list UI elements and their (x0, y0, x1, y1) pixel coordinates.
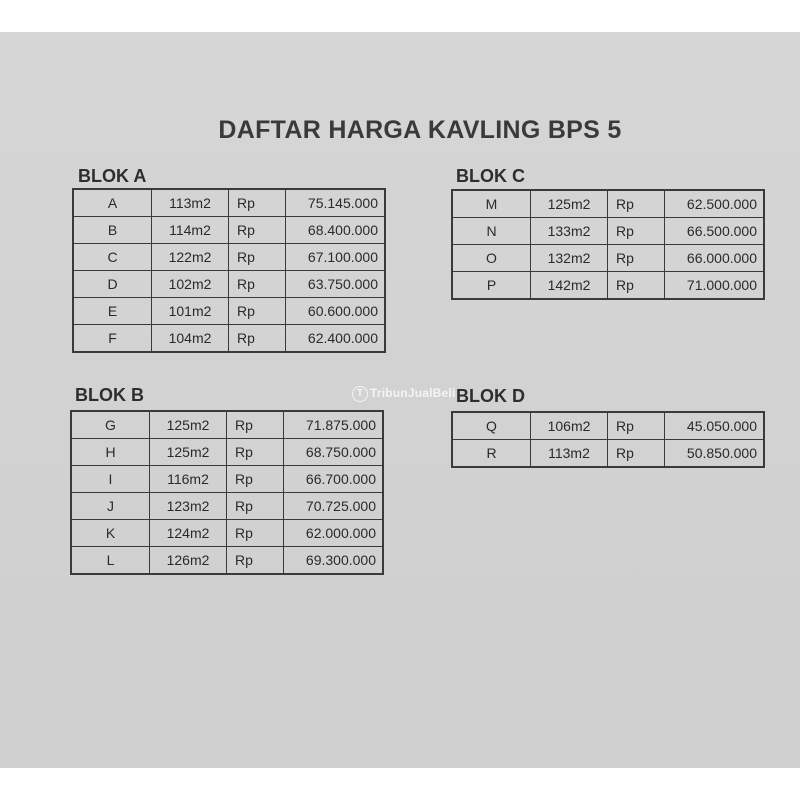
kavling-cell: C (73, 244, 152, 271)
table-row (71, 466, 383, 493)
table-row (452, 412, 764, 440)
watermark-logo-icon: T (352, 386, 368, 402)
harga-cell: 68.400.000 (286, 217, 386, 244)
luas-cell: 132m2 (531, 245, 608, 272)
currency-cell: Rp (229, 244, 286, 271)
luas-cell: 123m2 (150, 493, 227, 520)
harga-cell: 71.000.000 (665, 272, 765, 300)
currency-cell: Rp (227, 466, 284, 493)
kavling-cell: P (452, 272, 531, 300)
table-row (452, 245, 764, 272)
blok-b-label: BLOK B (75, 385, 144, 405)
currency-cell: Rp (227, 411, 284, 439)
blok-a-label: BLOK A (78, 166, 147, 186)
harga-cell: 60.600.000 (286, 298, 386, 325)
kavling-cell: A (73, 189, 152, 217)
currency-cell: Rp (227, 493, 284, 520)
luas-cell: 124m2 (150, 520, 227, 547)
harga-cell: 69.300.000 (284, 547, 384, 575)
luas-cell: 113m2 (152, 189, 229, 217)
harga-cell: 66.700.000 (284, 466, 384, 493)
watermark-text: TribunJualBeli (370, 386, 456, 401)
luas-cell: 104m2 (152, 325, 229, 353)
table-row (71, 493, 383, 520)
table-row (452, 272, 764, 300)
currency-cell: Rp (608, 272, 665, 300)
currency-cell: Rp (229, 298, 286, 325)
watermark (352, 386, 455, 402)
table-row (73, 217, 385, 244)
currency-cell: Rp (608, 218, 665, 245)
harga-cell: 66.000.000 (665, 245, 765, 272)
harga-cell: 68.750.000 (284, 439, 384, 466)
table-row (71, 411, 383, 439)
harga-cell: 70.725.000 (284, 493, 384, 520)
harga-cell: 75.145.000 (286, 189, 386, 217)
currency-cell: Rp (608, 412, 665, 440)
harga-cell: 45.050.000 (665, 412, 765, 440)
harga-cell: 62.400.000 (286, 325, 386, 353)
kavling-cell: R (452, 440, 531, 468)
harga-cell: 67.100.000 (286, 244, 386, 271)
kavling-cell: N (452, 218, 531, 245)
table-row (71, 520, 383, 547)
currency-cell: Rp (229, 189, 286, 217)
blok-b-table (70, 410, 384, 575)
currency-cell: Rp (227, 547, 284, 575)
luas-cell: 126m2 (150, 547, 227, 575)
table-row (73, 244, 385, 271)
kavling-cell: M (452, 190, 531, 218)
blok-c-table (451, 189, 765, 300)
table-row (73, 189, 385, 217)
kavling-cell: D (73, 271, 152, 298)
kavling-cell: O (452, 245, 531, 272)
currency-cell: Rp (227, 520, 284, 547)
kavling-cell: I (71, 466, 150, 493)
table-row (73, 271, 385, 298)
currency-cell: Rp (227, 439, 284, 466)
luas-cell: 142m2 (531, 272, 608, 300)
currency-cell: Rp (229, 217, 286, 244)
harga-cell: 63.750.000 (286, 271, 386, 298)
harga-cell: 71.875.000 (284, 411, 384, 439)
blok-a-table (72, 188, 386, 353)
luas-cell: 101m2 (152, 298, 229, 325)
kavling-cell: F (73, 325, 152, 353)
document-title: DAFTAR HARGA KAVLING BPS 5 (218, 116, 622, 144)
luas-cell: 106m2 (531, 412, 608, 440)
luas-cell: 113m2 (531, 440, 608, 468)
table-row (71, 439, 383, 466)
currency-cell: Rp (608, 190, 665, 218)
luas-cell: 116m2 (150, 466, 227, 493)
table-row (452, 440, 764, 468)
currency-cell: Rp (608, 245, 665, 272)
currency-cell: Rp (608, 440, 665, 468)
table-row (452, 190, 764, 218)
luas-cell: 125m2 (150, 411, 227, 439)
luas-cell: 125m2 (531, 190, 608, 218)
luas-cell: 122m2 (152, 244, 229, 271)
luas-cell: 114m2 (152, 217, 229, 244)
harga-cell: 62.500.000 (665, 190, 765, 218)
kavling-cell: H (71, 439, 150, 466)
kavling-cell: Q (452, 412, 531, 440)
harga-cell: 62.000.000 (284, 520, 384, 547)
kavling-cell: E (73, 298, 152, 325)
table-row (71, 547, 383, 575)
kavling-cell: G (71, 411, 150, 439)
currency-cell: Rp (229, 271, 286, 298)
kavling-cell: B (73, 217, 152, 244)
harga-cell: 66.500.000 (665, 218, 765, 245)
table-row (73, 325, 385, 353)
kavling-cell: L (71, 547, 150, 575)
table-row (73, 298, 385, 325)
currency-cell: Rp (229, 325, 286, 353)
kavling-cell: K (71, 520, 150, 547)
harga-cell: 50.850.000 (665, 440, 765, 468)
blok-d-table (451, 411, 765, 468)
kavling-cell: J (71, 493, 150, 520)
luas-cell: 125m2 (150, 439, 227, 466)
blok-c-label: BLOK C (456, 166, 525, 186)
blok-d-label: BLOK D (456, 386, 525, 406)
table-row (452, 218, 764, 245)
luas-cell: 102m2 (152, 271, 229, 298)
luas-cell: 133m2 (531, 218, 608, 245)
